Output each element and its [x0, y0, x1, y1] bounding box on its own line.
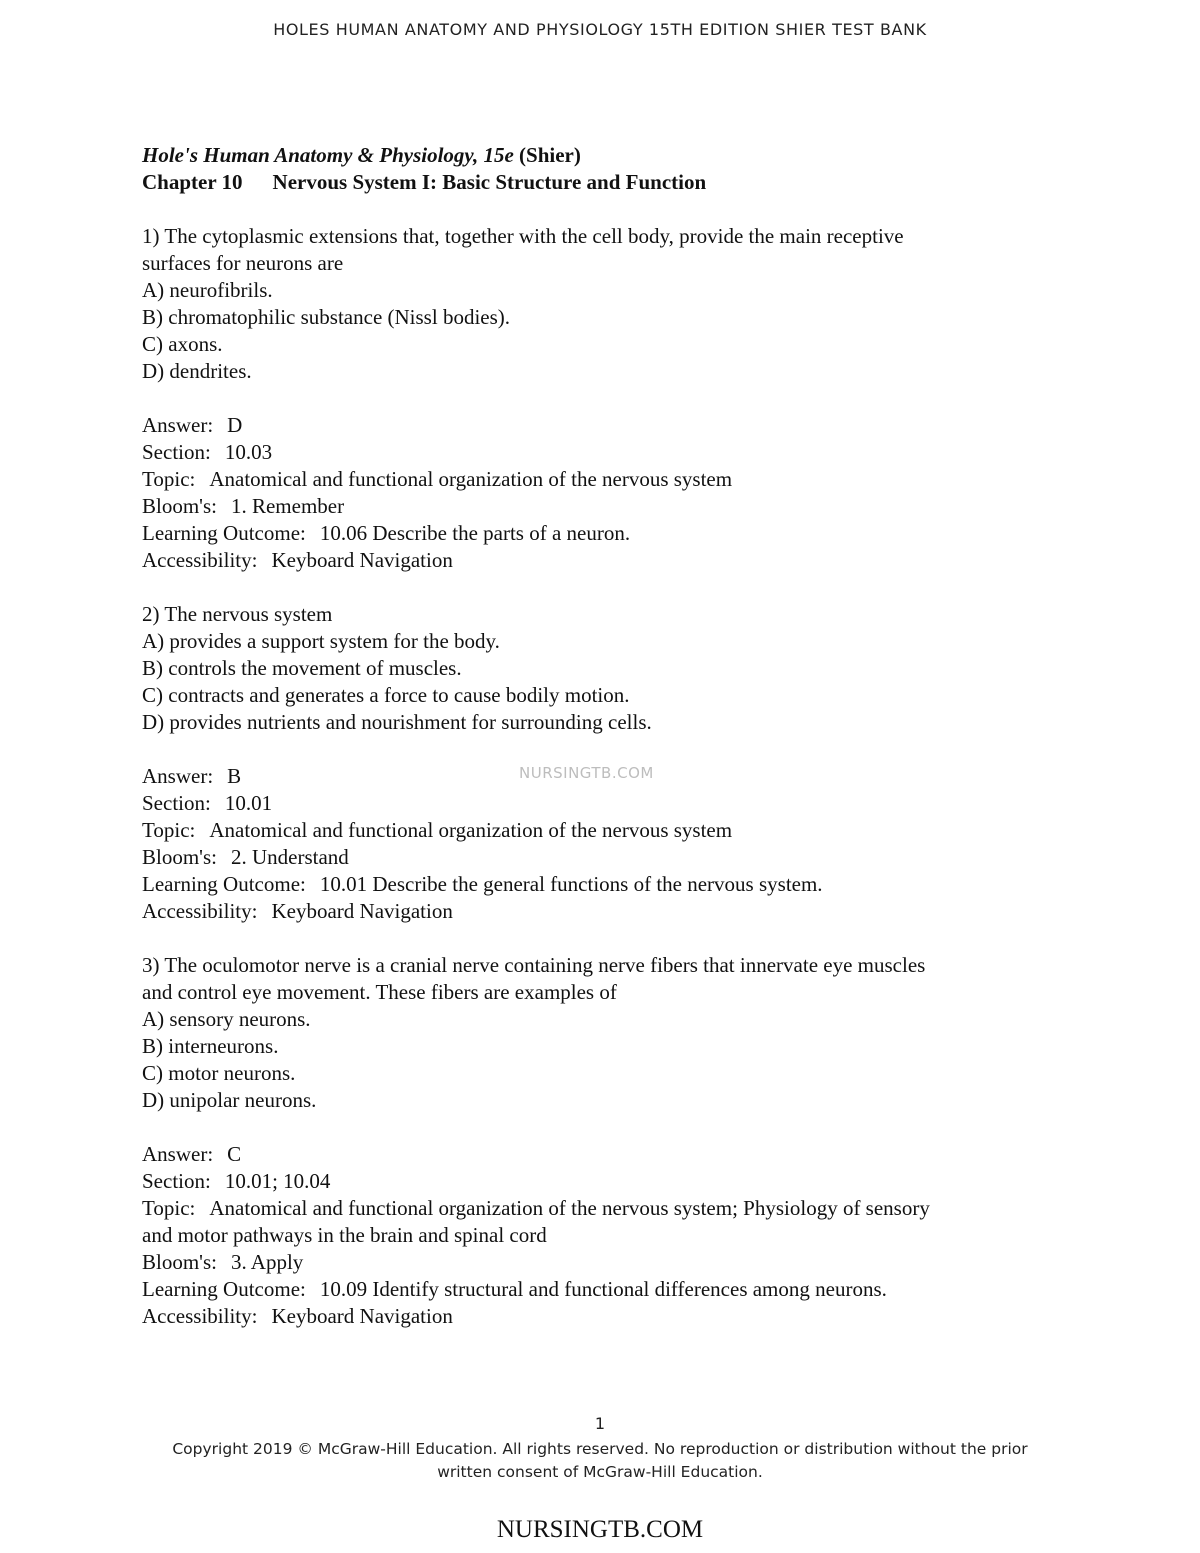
- meta-label: Bloom's:: [142, 845, 217, 869]
- meta-label: Section:: [142, 791, 211, 815]
- chapter-heading: [142, 169, 1042, 196]
- meta-value: C: [227, 1142, 242, 1166]
- meta-topic-continued: and motor pathways in the brain and spinal cord: [142, 1223, 547, 1247]
- meta-section: [142, 790, 1042, 817]
- meta-value: 2. Understand: [230, 845, 349, 869]
- meta-section: [142, 439, 1042, 466]
- meta-accessibility: [142, 1303, 1042, 1330]
- answer-option: B) interneurons.: [142, 1034, 279, 1058]
- meta-blooms: [142, 1249, 1042, 1276]
- meta-value: 10.01 Describe the general functions of the nervous system.: [319, 872, 823, 896]
- question-text: 3) The oculomotor nerve is a cranial nerve containing nerve fibers that innervate eye muscles: [142, 953, 926, 977]
- meta-blooms: [142, 844, 1042, 871]
- watermark: NURSINGTB.COM: [519, 764, 654, 782]
- answer-option: C) motor neurons.: [142, 1061, 296, 1085]
- meta-value: Anatomical and functional organization of the nervous system; Physiology of sensory: [209, 1196, 930, 1220]
- meta-label: Accessibility:: [142, 899, 258, 923]
- meta-accessibility: [142, 547, 1042, 574]
- question-block: [142, 601, 1042, 925]
- answer-option: D) dendrites.: [142, 359, 252, 383]
- question-text: and control eye movement. These fibers are examples of: [142, 980, 617, 1004]
- meta-label: Topic:: [142, 818, 196, 842]
- question-block: [142, 223, 1042, 574]
- meta-value: Keyboard Navigation: [271, 899, 453, 923]
- meta-value: 10.06 Describe the parts of a neuron.: [319, 521, 631, 545]
- meta-label: Learning Outcome:: [142, 1277, 306, 1301]
- meta-label: Section:: [142, 1169, 211, 1193]
- answer-option: B) controls the movement of muscles.: [142, 656, 462, 680]
- meta-topic: [142, 1195, 1042, 1222]
- meta-label: Section:: [142, 440, 211, 464]
- meta-label: Answer:: [142, 1142, 214, 1166]
- meta-label: Bloom's:: [142, 494, 217, 518]
- answer-option: C) contracts and generates a force to cause bodily motion.: [142, 683, 630, 707]
- footer-brand: NURSINGTB.COM: [496, 1516, 704, 1543]
- meta-label: Bloom's:: [142, 1250, 217, 1274]
- meta-outcome: [142, 871, 1042, 898]
- answer-option: A) neurofibrils.: [142, 278, 273, 302]
- meta-value: Anatomical and functional organization of the nervous system: [209, 467, 733, 491]
- question-block: [142, 952, 1042, 1330]
- answer-option: A) sensory neurons.: [142, 1007, 311, 1031]
- running-header: HOLES HUMAN ANATOMY AND PHYSIOLOGY 15TH EDITION SHIER TEST BANK: [273, 20, 927, 39]
- meta-value: 10.01; 10.04: [224, 1169, 331, 1193]
- meta-label: Topic:: [142, 1196, 196, 1220]
- meta-topic: [142, 817, 1042, 844]
- answer-option: D) provides nutrients and nourishment for surrounding cells.: [142, 710, 652, 734]
- question-text: 1) The cytoplasmic extensions that, together with the cell body, provide the main receptive: [142, 224, 904, 248]
- question-text: 2) The nervous system: [142, 602, 333, 626]
- meta-label: Learning Outcome:: [142, 521, 306, 545]
- meta-value: 10.03: [224, 440, 273, 464]
- meta-section: [142, 1168, 1042, 1195]
- copyright-line: Copyright 2019 © McGraw-Hill Education. All rights reserved. No reproduction or distribution without the prior: [172, 1440, 1028, 1458]
- meta-label: Accessibility:: [142, 1304, 258, 1328]
- meta-outcome: [142, 520, 1042, 547]
- meta-outcome: [142, 1276, 1042, 1303]
- meta-label: Topic:: [142, 467, 196, 491]
- document-body: [142, 142, 1042, 1330]
- meta-value: B: [227, 764, 242, 788]
- copyright-notice: [150, 1438, 1050, 1484]
- meta-value: 1. Remember: [230, 494, 345, 518]
- book-title: [142, 142, 1042, 169]
- book-title-italic: Hole's Human Anatomy & Physiology, 15e: [142, 143, 514, 167]
- meta-value: 10.01: [224, 791, 273, 815]
- meta-label: Answer:: [142, 764, 214, 788]
- page-number: 1: [594, 1414, 606, 1433]
- meta-value: Anatomical and functional organization of the nervous system: [209, 818, 733, 842]
- meta-accessibility: [142, 898, 1042, 925]
- answer-option: C) axons.: [142, 332, 223, 356]
- meta-value: 3. Apply: [230, 1250, 304, 1274]
- answer-option: B) chromatophilic substance (Nissl bodies).: [142, 305, 511, 329]
- meta-answer: [142, 1141, 1042, 1168]
- answer-option: A) provides a support system for the body.: [142, 629, 500, 653]
- copyright-line: written consent of McGraw-Hill Education.: [437, 1463, 763, 1481]
- meta-value: 10.09 Identify structural and functional differences among neurons.: [319, 1277, 887, 1301]
- meta-value: D: [227, 413, 243, 437]
- book-author: (Shier): [513, 143, 581, 167]
- chapter-label: Chapter 10: [142, 170, 243, 194]
- meta-label: Answer:: [142, 413, 214, 437]
- meta-answer: [142, 412, 1042, 439]
- answer-option: D) unipolar neurons.: [142, 1088, 317, 1112]
- meta-label: Accessibility:: [142, 548, 258, 572]
- meta-blooms: [142, 493, 1042, 520]
- question-text: surfaces for neurons are: [142, 251, 344, 275]
- meta-value: Keyboard Navigation: [271, 548, 453, 572]
- meta-topic: [142, 466, 1042, 493]
- chapter-title: Nervous System I: Basic Structure and Function: [272, 170, 707, 194]
- meta-label: Learning Outcome:: [142, 872, 306, 896]
- meta-value: Keyboard Navigation: [271, 1304, 453, 1328]
